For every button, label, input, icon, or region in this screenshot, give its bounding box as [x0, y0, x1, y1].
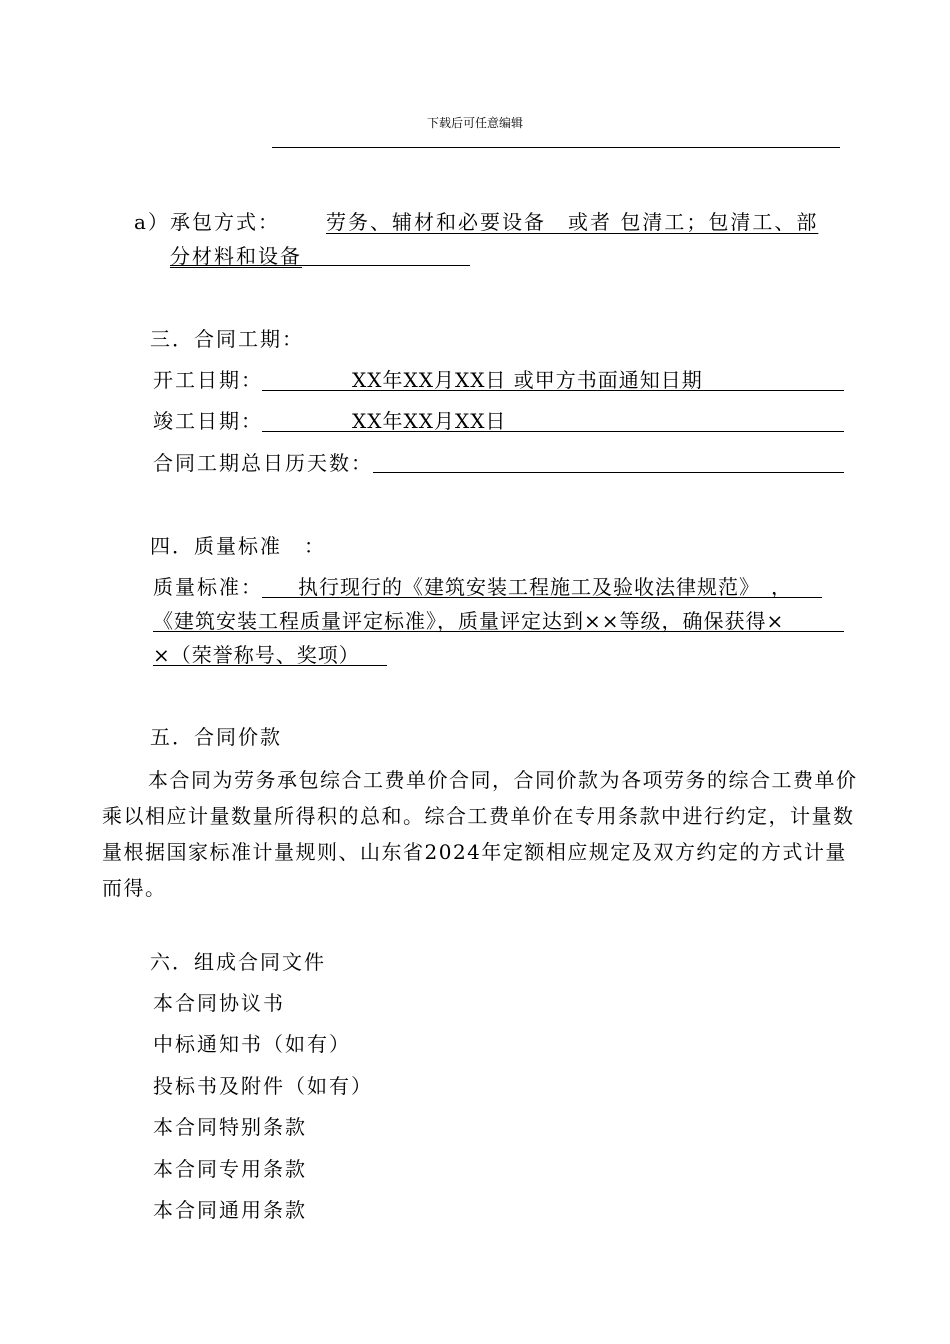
contract-mode-value-line1: 劳务、辅材和必要设备 或者 包清工；包清工、部 — [326, 210, 819, 234]
total-days-underline — [373, 472, 844, 473]
document-list-item: 本合同特别条款 — [153, 1115, 307, 1139]
document-list-item: 本合同专用条款 — [153, 1157, 307, 1181]
quality-line2: 《建筑安装工程质量评定标准》，质量评定达到××等级，确保获得× — [153, 609, 785, 633]
section5-paragraph: 本合同为劳务承包综合工费单价合同，合同价款为各项劳务的综合工费单价乘以相应计量数量所得积的总和。综合工费单价在专用条款中进行约定，计量数量根据国家标准计量规则、山东省2024年定额相应规定及双方约定的方式计量而得。 — [102, 768, 858, 900]
header-note: 下载后可任意编辑 — [426, 116, 523, 130]
end-date-underline — [262, 431, 844, 432]
document-list-item: 投标书及附件（如有） — [153, 1074, 373, 1098]
document-list-item: 本合同协议书 — [153, 991, 285, 1015]
quality-line3: ×（荣誉称号、奖项） — [153, 643, 360, 667]
section6-heading: 六．组成合同文件 — [150, 950, 326, 974]
end-date-value: XX年XX月XX日 — [352, 409, 507, 433]
total-days-label: 合同工期总日历天数： — [153, 451, 373, 475]
document-list-item: 中标通知书（如有） — [153, 1032, 351, 1056]
document-list-item: 本合同通用条款 — [153, 1198, 307, 1222]
quality-line1-underline — [262, 597, 822, 598]
section3-heading: 三．合同工期： — [150, 327, 304, 351]
contract-mode-label: 承包方式： — [170, 210, 280, 234]
quality-line3-underline — [153, 665, 387, 666]
contract-mode-prefix: a） — [134, 210, 170, 234]
header-rule — [272, 147, 840, 148]
start-date-underline — [262, 390, 844, 391]
section5-heading: 五．合同价款 — [150, 725, 282, 749]
contract-mode-value-line2: 分材料和设备 — [170, 244, 302, 268]
contract-mode-blank-line — [170, 265, 470, 266]
quality-line2-underline — [153, 631, 844, 632]
start-date-value: XX年XX月XX日 或甲方书面通知日期 — [352, 368, 703, 392]
quality-line1: 执行现行的《建筑安装工程施工及验收法律规范》 ， — [298, 575, 792, 599]
end-date-label: 竣工日期： — [153, 409, 263, 433]
quality-label: 质量标准： — [153, 575, 263, 599]
section4-heading: 四．质量标准 ： — [150, 534, 326, 558]
start-date-label: 开工日期： — [153, 368, 263, 392]
